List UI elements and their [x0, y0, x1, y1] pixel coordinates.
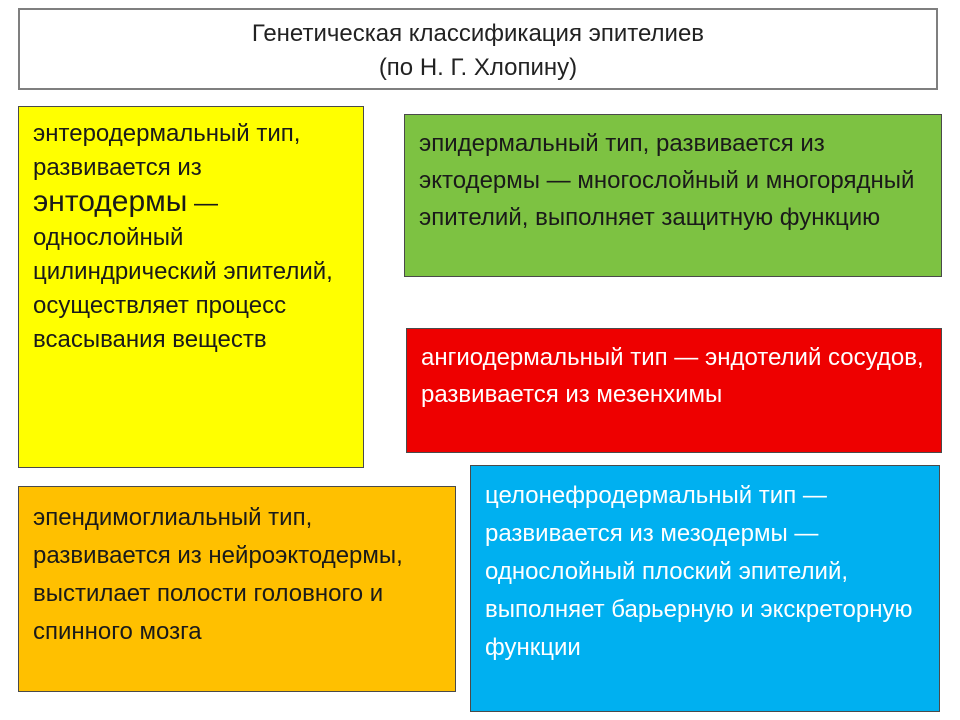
enterodermal-text-end: — однослойный цилиндрический эпителий, осуществляет процесс всасывания веществ [33, 190, 333, 353]
title-line-2: (по Н. Г. Хлопину) [378, 54, 578, 81]
coelonephrodermal-text: целонефродермальный тип — развивается из мезодермы — однослойный плоский эпителий, выполняет барьерную и экскреторную функции [485, 482, 913, 661]
title-line-1: Генетическая классификация эпителиев [251, 20, 705, 47]
card-coelonephrodermal-type [470, 465, 940, 712]
card-angiodermal-type [406, 328, 942, 453]
epidermal-text: эпидермальный тип, развивается из эктодермы — многослойный и многорядный эпителий, выполняет защитную функцию [419, 130, 915, 231]
slide-title [18, 8, 938, 90]
ependymoglial-text: эпендимоглиальный тип, развивается из нейроэктодермы, выстилает полости головного и спинного мозга [33, 504, 403, 645]
angiodermal-text: ангиодермальный тип — эндотелий сосудов, развивается из мезенхимы [421, 344, 924, 408]
card-epidermal-type [404, 114, 942, 277]
card-ependymoglial-type [18, 486, 456, 692]
card-enterodermal-type [18, 106, 364, 468]
enterodermal-text-start: энтеродермальный тип, развивается из [33, 120, 301, 181]
enterodermal-highlight-word: энтодермы [33, 185, 188, 218]
